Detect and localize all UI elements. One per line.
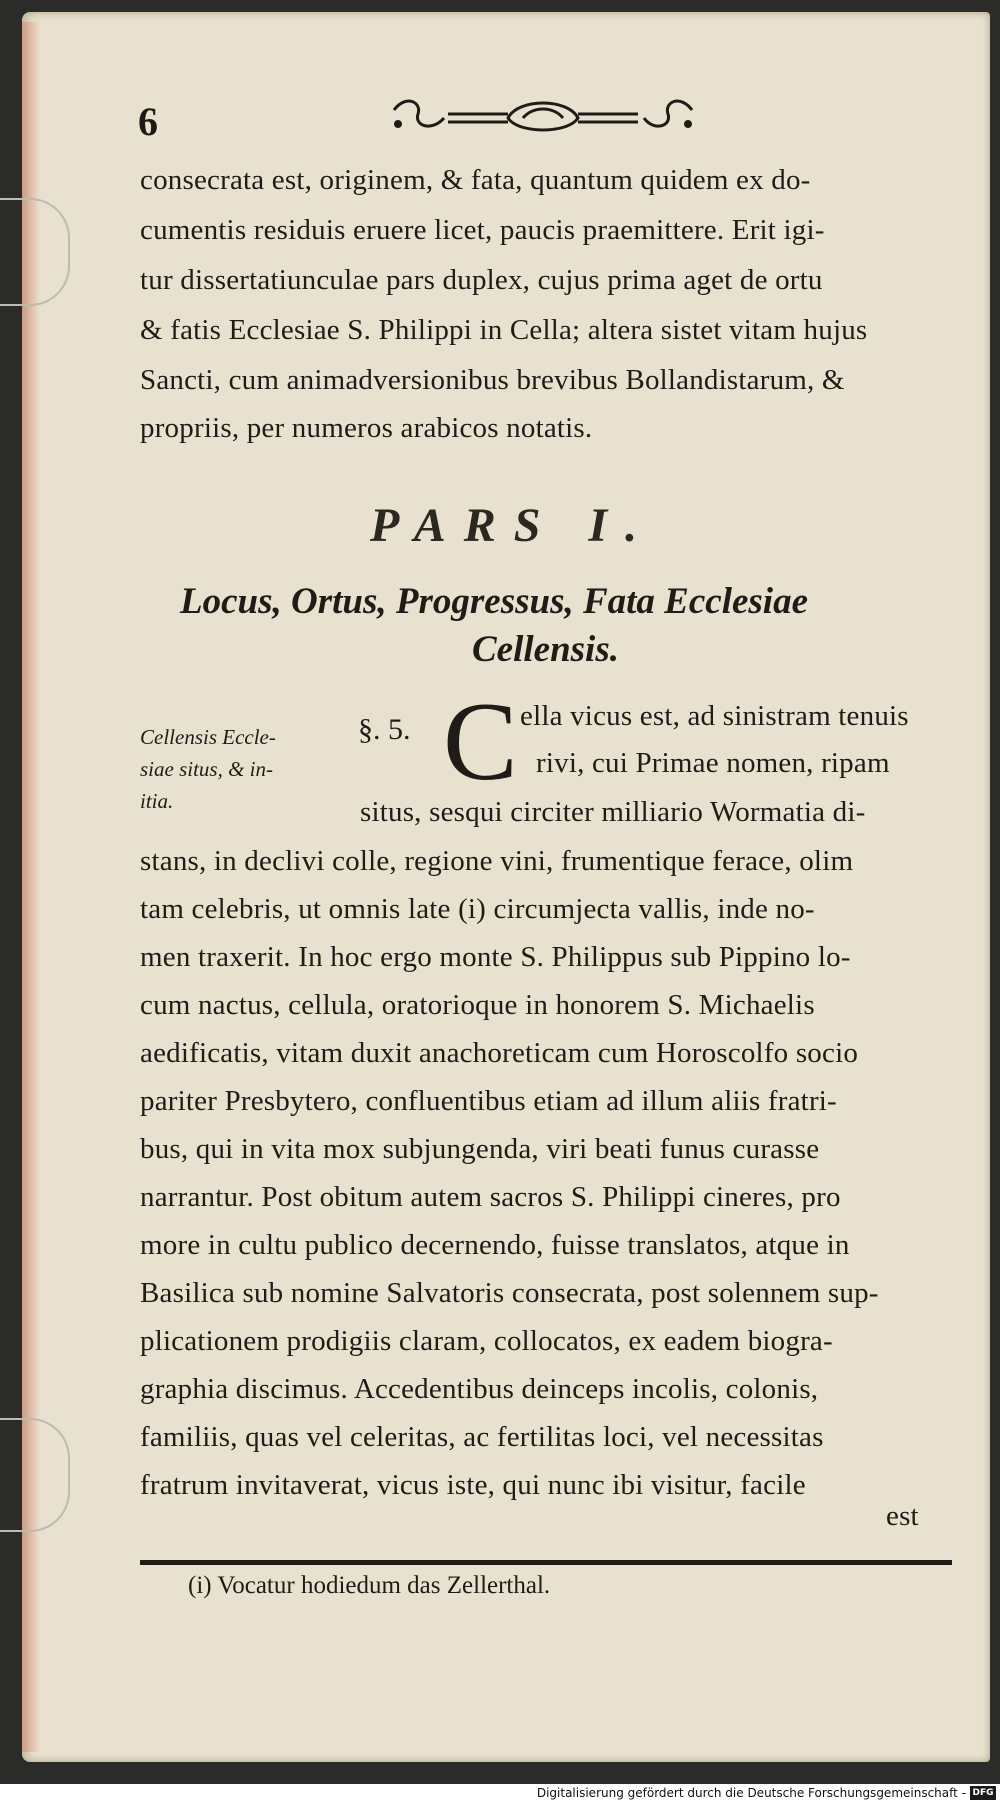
body-line: bus, qui in vita mox subjungenda, viri beati funus curasse [140,1133,820,1165]
footnote-rule [140,1560,952,1565]
scanner-clip-top [0,198,70,306]
body-line: cum nactus, cellula, oratorioque in honorem S. Michaelis [140,989,815,1021]
margin-note-line-1: Cellensis Eccle- [140,725,276,749]
margin-note-line-2: siae situs, & in- [140,757,274,781]
intro-line-5: Sancti, cum animadversionibus brevibus Bollandistarum, & [140,364,845,396]
intro-line-3: tur dissertatiunculae pars duplex, cujus prima aget de ortu [140,264,823,296]
page-number: 6 [138,99,158,144]
body-line: tam celebris, ut omnis late (i) circumjecta vallis, inde no- [140,893,815,925]
dfg-logo: DFG [970,1786,996,1800]
section-line-1: ella vicus est, ad sinistram tenuis [520,700,909,732]
body-line: familiis, quas vel celeritas, ac fertilitas loci, vel necessitas [140,1421,824,1453]
margin-note-line-3: itia. [140,789,174,813]
intro-line-4: & fatis Ecclesiae S. Philippi in Cella; altera sistet vitam hujus [140,314,868,346]
footnote: (i) Vocatur hodiedum das Zellerthal. [188,1572,551,1599]
intro-line-1: consecrata est, originem, & fata, quantum quidem ex do- [140,164,811,196]
header-ornament [388,88,698,144]
intro-line-6: propriis, per numeros arabicos notatis. [140,412,593,444]
section-line-2: rivi, cui Primae nomen, ripam [536,747,890,779]
section-mark: §. 5. [358,713,411,746]
section-subheading-cont: Cellensis. [472,629,619,670]
part-heading: PARS I. [370,499,656,552]
body-line: pariter Presbytero, confluentibus etiam ad illum aliis fratri- [140,1085,837,1117]
scanner-clip-bottom [0,1418,70,1532]
body-line: graphia discimus. Accedentibus deinceps incolis, colonis, [140,1373,819,1405]
body-line: Basilica sub nomine Salvatoris consecrata, post solennem sup- [140,1277,879,1309]
section-subheading: Locus, Ortus, Progressus, Fata Ecclesiae [180,581,809,622]
body-line: aedificatis, vitam duxit anachoreticam cum Horoscolfo socio [140,1037,859,1069]
body-line: plicationem prodigiis claram, collocatos, ex eadem biogra- [140,1325,833,1357]
catchword: est [886,1500,919,1532]
body-line: stans, in declivi colle, regione vini, frumentique ferace, olim [140,845,854,877]
digitization-credit: Digitalisierung gefördert durch die Deutsche Forschungsgemeinschaft - [536,1786,966,1800]
intro-line-2: cumentis residuis eruere licet, paucis praemittere. Erit igi- [140,214,825,246]
body-line: more in cultu publico decernendo, fuisse translatos, atque in [140,1229,850,1261]
body-line: narrantur. Post obitum autem sacros S. Philippi cineres, pro [140,1181,841,1213]
section-line-3: situs, sesqui circiter milliario Wormatia di- [360,796,866,828]
drop-cap: C [443,680,518,804]
body-line: fratrum invitaverat, vicus iste, qui nunc ibi visitur, facile [140,1469,806,1501]
body-line: men traxerit. In hoc ergo monte S. Philippus sub Pippino lo- [140,941,851,973]
